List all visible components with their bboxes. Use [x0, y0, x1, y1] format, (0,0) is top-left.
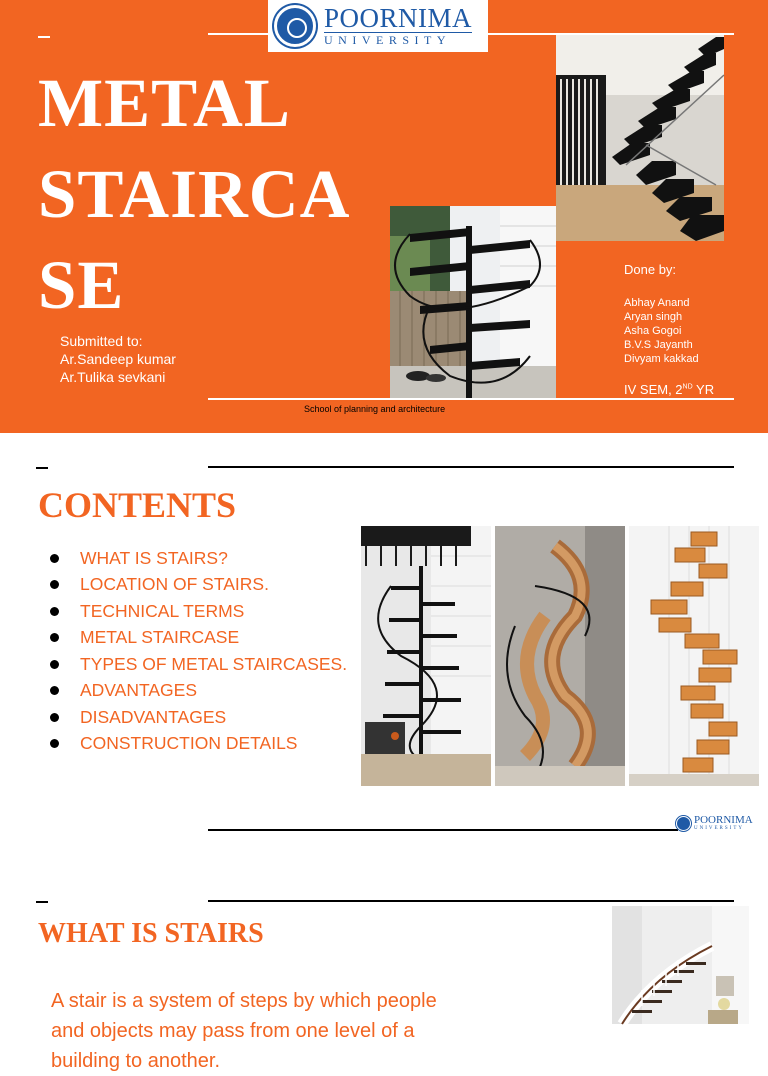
divider-line — [208, 466, 734, 468]
contents-title: CONTENTS — [38, 485, 237, 525]
bullet-icon — [50, 739, 59, 748]
title-slide — [0, 0, 768, 433]
bullet-icon — [50, 713, 59, 722]
bullet-icon — [50, 660, 59, 669]
list-item: METAL STAIRCASE — [50, 625, 347, 652]
done-by-label: Done by: — [624, 262, 677, 277]
list-item: TECHNICAL TERMS — [50, 598, 347, 625]
school-name: School of planning and architecture — [304, 404, 446, 414]
divider-line — [208, 900, 734, 902]
bullet-icon — [50, 633, 59, 642]
black-spiral-staircase-photo — [361, 526, 491, 786]
university-logo-small — [676, 815, 753, 832]
wooden-helical-staircase-photo — [495, 526, 625, 786]
university-seal-icon — [274, 5, 316, 47]
logo-subtitle: UNIVERSITY — [694, 826, 744, 831]
list-item: ADVANTAGES — [50, 678, 347, 705]
team-member: B.V.S Jayanth — [624, 339, 693, 351]
university-seal-icon — [676, 816, 691, 831]
orange-box-spiral-staircase-photo — [629, 526, 759, 786]
bullet-icon — [50, 607, 59, 616]
divider-line — [208, 829, 678, 831]
list-item: DISADVANTAGES — [50, 704, 347, 731]
presentation-title: METAL STAIRCA SE — [38, 65, 351, 323]
list-item: CONSTRUCTION DETAILS — [50, 731, 347, 758]
divider-line — [208, 398, 734, 400]
supervisor-name: Ar.Tulika sevkani — [60, 369, 166, 385]
definition-text: A stair is a system of steps by which people and objects may pass from one level of a building to another. — [51, 990, 437, 1072]
white-interior-staircase-photo — [612, 906, 749, 1024]
bullet-icon — [50, 580, 59, 589]
university-logo — [268, 0, 488, 52]
supervisor-name: Ar.Sandeep kumar — [60, 351, 176, 367]
spiral-staircase-photo — [390, 206, 556, 398]
team-member: Aryan singh — [624, 311, 683, 323]
submitted-to-block — [60, 332, 176, 386]
section-title: WHAT IS STAIRS — [38, 918, 264, 949]
semester-info: IV SEM, 2ND YR — [624, 382, 715, 397]
contents-list — [50, 545, 347, 757]
decorative-dash — [36, 901, 48, 903]
submitted-label: Submitted to: — [60, 333, 143, 349]
team-member: Abhay Anand — [624, 297, 690, 309]
logo-name: POORNIMA — [694, 814, 753, 826]
logo-subtitle: UNIVERSITY — [324, 32, 472, 47]
list-item: WHAT IS STAIRS? — [50, 545, 347, 572]
decorative-dash — [36, 467, 48, 469]
done-by-block — [624, 262, 714, 397]
floating-staircase-photo — [556, 35, 724, 241]
team-member: Divyam kakkad — [624, 353, 699, 365]
bullet-icon — [50, 554, 59, 563]
list-item: TYPES OF METAL STAIRCASES. — [50, 651, 347, 678]
bullet-icon — [50, 686, 59, 695]
decorative-dash — [38, 36, 50, 38]
list-item: LOCATION OF STAIRS. — [50, 572, 347, 599]
team-member: Asha Gogoi — [624, 325, 682, 337]
logo-name: POORNIMA — [324, 3, 473, 33]
